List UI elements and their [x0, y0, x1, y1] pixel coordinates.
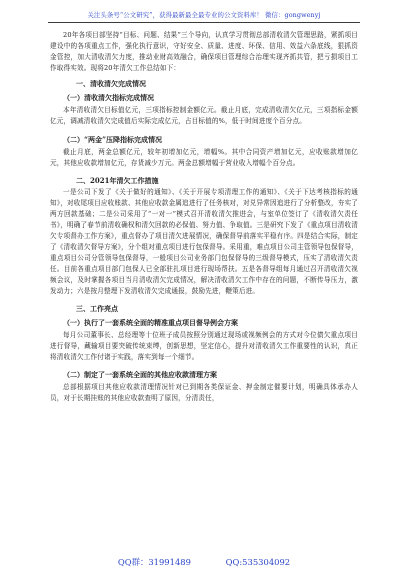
paragraph-3-1: 每月公司董事长、总经理等十位班子成员按照分别通过现场或视频例会的方式对今位债欠重点项目进行督导，藏输项目要突破传统束缚，创新思想，坚定信心，提升对清收清欠工作重要性的认识，真正将清收清欠工作付诸于实践，落实到每一个细节。 — [50, 331, 358, 361]
section-heading-1: 一、清收清欠完成情况 — [76, 79, 146, 88]
footer-qq-number: QQ:535304092 — [225, 557, 291, 567]
section-heading-3: 三、工作亮点 — [76, 304, 118, 313]
intro-paragraph: 20年各项目部坚持“目标、问题、结果”三个导向，认真学习贯彻总部清收清欠管理思路，紧抓项目建设中的各项重点工作，强化执行意识，守好安全、质量、进度、环保、信用、效益六条底线，狠抓资金管控，加大清收清欠力度，推动业财高效融合，确保项目管理综合治理实现齐抓共管，把亏损项目工作取得实效。现将20年清欠工作总结如下： — [50, 31, 358, 72]
section-heading-2: 二、2021年清欠工作措施 — [76, 176, 159, 185]
header-rule — [48, 22, 360, 23]
subsection-heading-1-2: （二）“两金”压降指标完成情况 — [63, 135, 163, 144]
document-body — [50, 30, 358, 404]
subsection-heading-3-2: （二）制定了一套系统全面的其他应收款清理方案 — [63, 370, 217, 379]
footer-qq-group: QQ群：31991489 — [117, 557, 191, 567]
paragraph-3-2: 总部根据项目其他应收款清理情况针对已到期各类保证金、押金制定催要计划，明确具体承办人员，对于长期挂账的其他应收款查明了原因，分清责任， — [50, 383, 358, 402]
paragraph-1-1: 本年清收清欠目标值亿元，三项指标控制金额亿元。截止月底，完成清收清欠亿元，三项指标金额亿元，调减清收清欠完成值后实际完成亿元，占目标值的%，低于时间进度个百分点。 — [50, 106, 358, 125]
paragraph-1-2: 截止月底，两金总额亿元，较年初增加亿元，增幅%。其中合同资产增加亿元，应收账款增加亿元，其他应收款增加亿元，存货减少万元。两金总额增幅于营业收入增幅个百分点。 — [50, 148, 358, 167]
subsection-heading-3-1: （一）执行了一套系统全面的精准重点项目督导例会方案 — [63, 318, 238, 327]
header-notice: 关注头条号“公文研究”，获得最新最全最专业的公文资料库！ 微信：gongwenyj — [87, 11, 321, 19]
footer-contact — [0, 556, 408, 568]
subsection-heading-1-1: （一）清收清欠指标完成情况 — [63, 93, 154, 102]
paragraph-2: 一是公司下发了《关于做好的通知》、《关于开展专项清理工作的通知》、《关于下达考核指标的通知》，对收尾项目应收账款、其他应收款金属追进行了任务核对，对兑异常因追进行了分析整改，夯实了两方回款基础；二是公司采用了“一对一”模式召开清收清欠推进会，与室单位签订了《清收清欠责任书》，明确了春节前清收确权和清欠回款的必保值、努力值、争取值。三是研究下发了《重点项目清收清欠专项督办工作方案》，重点督办了项目清欠进展情况，确保督导前落实平稳有序。四是结合实际，制定了《清收清欠督导方案》，分个组对重点项目进行包保督导。采用重，难点项目公司主管领导包保督导，重点项目公司分管领导包保督导，一般项目公司业务部门包保督导的三级督导模式，压实了清收清欠责任。目前各重点项目部门包保人已全部驻扎项目进行现场帮扶。五是各督导组每月通过召开清收清欠视频会议，及时掌握各项目当月清收清欠完成情况，解决清收清欠工作中存在的问题，不断传导压力，激发动力；六是按月整理下发清收清欠完成通报，鼓励先进，鞭策后进。 — [50, 188, 358, 295]
